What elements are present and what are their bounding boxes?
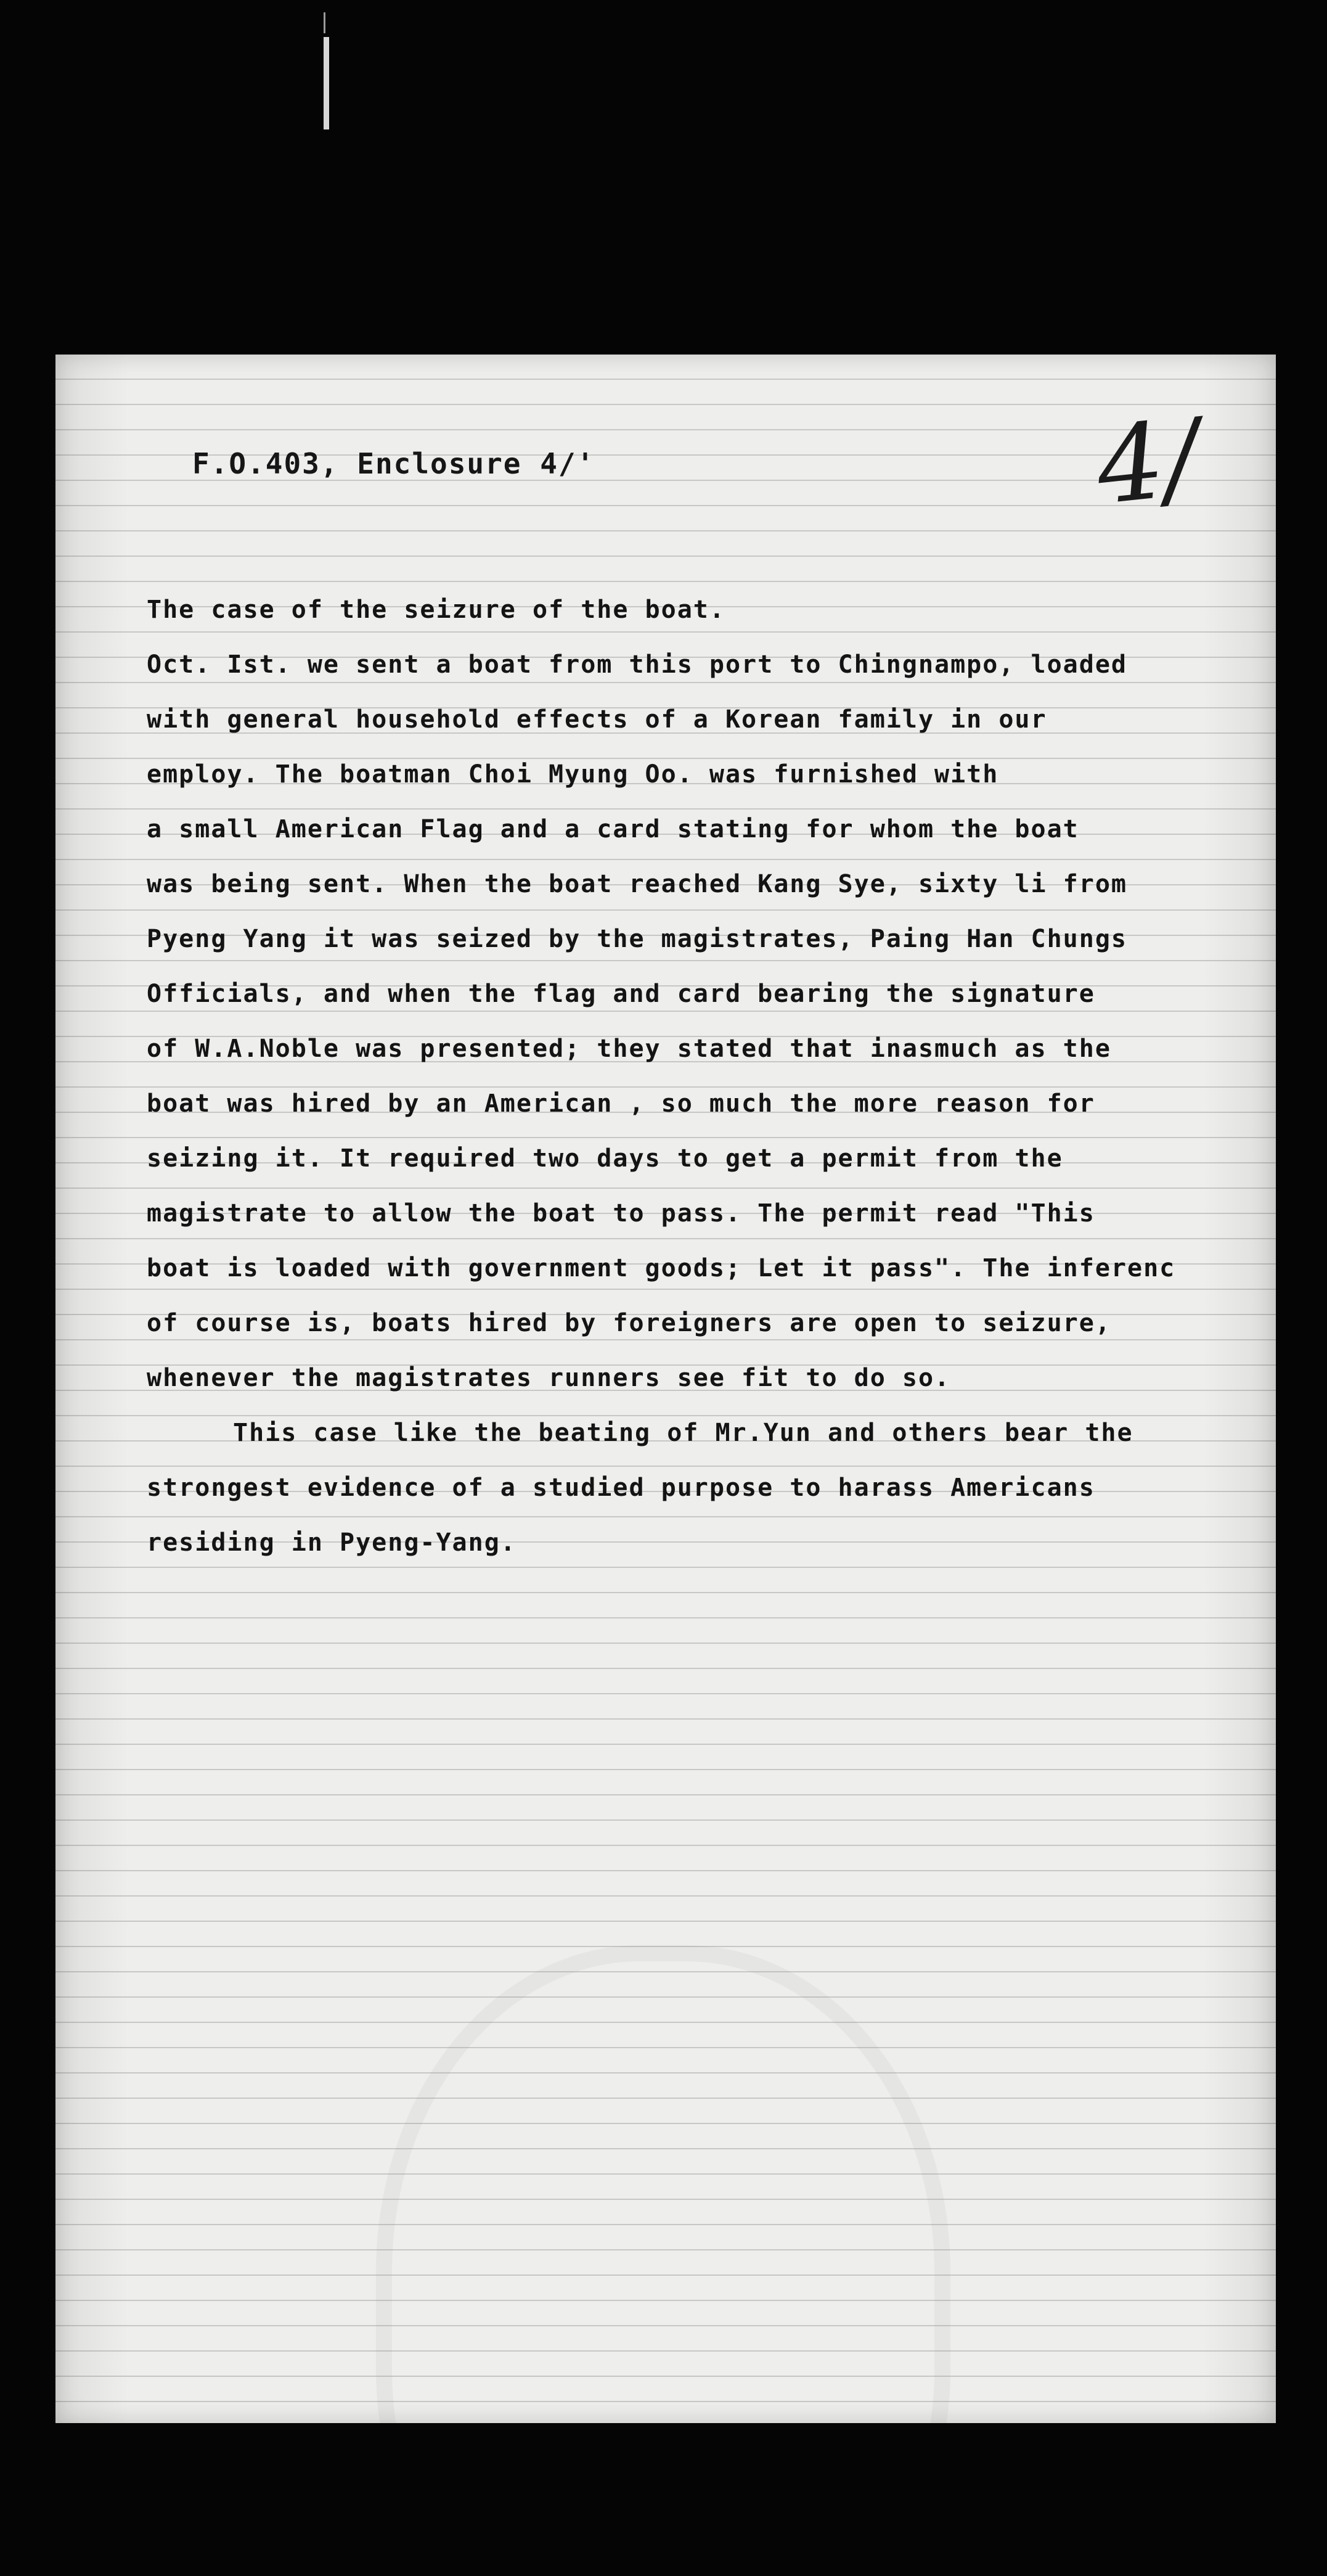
text-line: of W.A.Noble was presented; they stated that inasmuch as the: [147, 1035, 1111, 1063]
document-reference: F.O.403, Enclosure 4/': [192, 447, 595, 480]
text-line: residing in Pyeng-Yang.: [147, 1528, 517, 1557]
text-line: boat was hired by an American , so much the more reason for: [147, 1089, 1095, 1118]
folio-number: 4/: [1091, 396, 1206, 529]
text-line: a small American Flag and a card stating for whom the boat: [147, 815, 1079, 843]
text-line: boat is loaded with government goods; Let it pass". The inferenc: [147, 1254, 1176, 1282]
film-edge-mark: [324, 37, 329, 129]
paper-watermark: [376, 1945, 950, 2423]
text-line: Officials, and when the flag and card bearing the signature: [147, 980, 1095, 1008]
document-title: The case of the seizure of the boat.: [147, 596, 725, 624]
text-line: strongest evidence of a studied purpose to harass Americans: [147, 1474, 1095, 1502]
text-line: with general household effects of a Korean family in our: [147, 705, 1047, 734]
document-body: [147, 583, 1256, 1570]
text-line: Oct. Ist. we sent a boat from this port to Chingnampo, loaded: [147, 650, 1128, 679]
text-line: magistrate to allow the boat to pass. The permit read "This: [147, 1199, 1095, 1228]
text-line: seizing it. It required two days to get a permit from the: [147, 1144, 1063, 1173]
text-line: Pyeng Yang it was seized by the magistrates, Paing Han Chungs: [147, 925, 1128, 953]
text-line: employ. The boatman Choi Myung Oo. was furnished with: [147, 760, 999, 789]
paragraph-start-line: This case like the beating of Mr.Yun and others bear the: [233, 1419, 1133, 1447]
text-line: was being sent. When the boat reached Kang Sye, sixty li from: [147, 870, 1128, 898]
text-line: whenever the magistrates runners see fit to do so.: [147, 1364, 951, 1392]
text-line: of course is, boats hired by foreigners are open to seizure,: [147, 1309, 1111, 1337]
document-sheet: [55, 355, 1276, 2423]
